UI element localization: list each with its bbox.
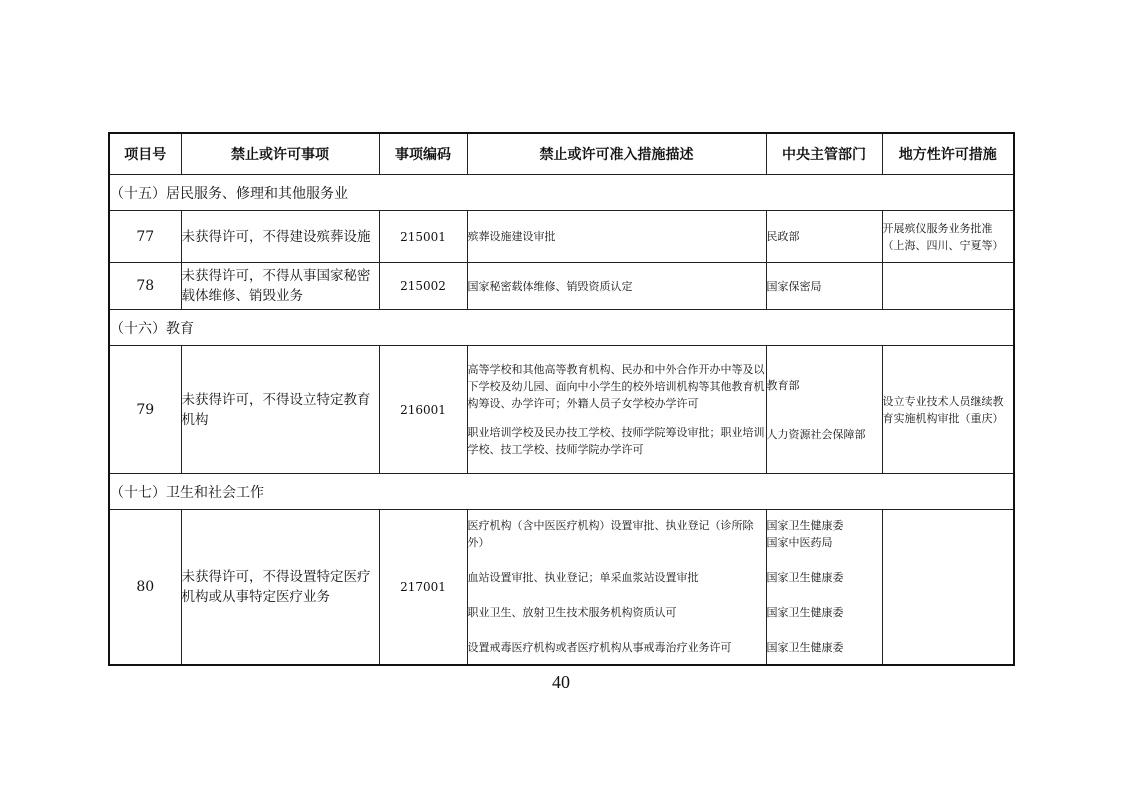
description-part: 职业卫生、放射卫生技术服务机构资质认可: [467, 606, 677, 620]
permit-table: [108, 132, 1015, 666]
table-row: [109, 263, 1014, 310]
dept-part: 人力资源社会保障部: [766, 427, 866, 441]
row-code: 215002: [379, 263, 467, 310]
row-number: 80: [109, 510, 181, 665]
header-project-no: 项目号: [109, 133, 181, 175]
row-code: 217001: [379, 510, 467, 665]
dept-part: 教育部: [766, 378, 800, 392]
description-part: 医疗机构（含中医医疗机构）设置审批、执业登记（诊所除外）: [467, 519, 754, 550]
section-title: （十五）居民服务、修理和其他服务业: [109, 175, 1014, 211]
dept-part: 国家卫生健康委: [766, 571, 844, 585]
row-dept: 国家保密局: [766, 263, 882, 310]
row-description: 殡葬设施建设审批: [467, 211, 766, 263]
row-code: 216001: [379, 346, 467, 474]
row-number: 77: [109, 211, 181, 263]
description-part: 血站设置审批、执业登记；单采血浆站设置审批: [467, 571, 699, 585]
section-row: [109, 474, 1014, 510]
header-row: [109, 133, 1014, 175]
section-title: （十六）教育: [109, 310, 1014, 346]
header-local: 地方性许可措施: [882, 133, 1014, 175]
section-row: [109, 310, 1014, 346]
description-part: 高等学校和其他高等教育机构、民办和中外合作开办中等及以下学校及幼儿园、面向中小学生的校外培训机构等其他教育机构筹设、办学许可；外籍人员子女学校办学许可: [467, 363, 765, 410]
row-item: 未获得许可，不得设置特定医疗机构或从事特定医疗业务: [181, 510, 379, 665]
row-local: 开展殡仪服务业务批准（上海、四川、宁夏等）: [882, 211, 1014, 263]
dept-part: 国家卫生健康委: [766, 606, 844, 620]
row-dept: 民政部: [766, 211, 882, 263]
row-item: 未获得许可，不得设立特定教育机构: [181, 346, 379, 474]
row-local: [882, 510, 1014, 665]
header-description: 禁止或许可准入措施描述: [467, 133, 766, 175]
dept-part: 国家中医药局: [766, 536, 833, 550]
row-dept: [766, 346, 882, 474]
header-item: 禁止或许可事项: [181, 133, 379, 175]
row-local: 设立专业技术人员继续教育实施机构审批（重庆）: [882, 346, 1014, 474]
row-local: [882, 263, 1014, 310]
row-description: [467, 510, 766, 665]
dept-part: 国家卫生健康委: [766, 519, 844, 533]
description-part: 设置戒毒医疗机构或者医疗机构从事戒毒治疗业务许可: [467, 641, 732, 655]
section-row: [109, 175, 1014, 211]
dept-part: 国家卫生健康委: [766, 641, 844, 655]
row-description: [467, 346, 766, 474]
row-description: 国家秘密载体维修、销毁资质认定: [467, 263, 766, 310]
row-item: 未获得许可，不得从事国家秘密载体维修、销毁业务: [181, 263, 379, 310]
section-title: （十七）卫生和社会工作: [109, 474, 1014, 510]
row-item: 未获得许可，不得建设殡葬设施: [181, 211, 379, 263]
row-dept: [766, 510, 882, 665]
description-part: 职业培训学校及民办技工学校、技师学院筹设审批；职业培训学校、技工学校、技师学院办学许可: [467, 426, 765, 456]
table-row: [109, 346, 1014, 474]
row-number: 79: [109, 346, 181, 474]
header-dept: 中央主管部门: [766, 133, 882, 175]
table-row: [109, 510, 1014, 665]
page-number: 40: [552, 672, 570, 692]
table-row: [109, 211, 1014, 263]
header-code: 事项编码: [379, 133, 467, 175]
row-code: 215001: [379, 211, 467, 263]
row-number: 78: [109, 263, 181, 310]
